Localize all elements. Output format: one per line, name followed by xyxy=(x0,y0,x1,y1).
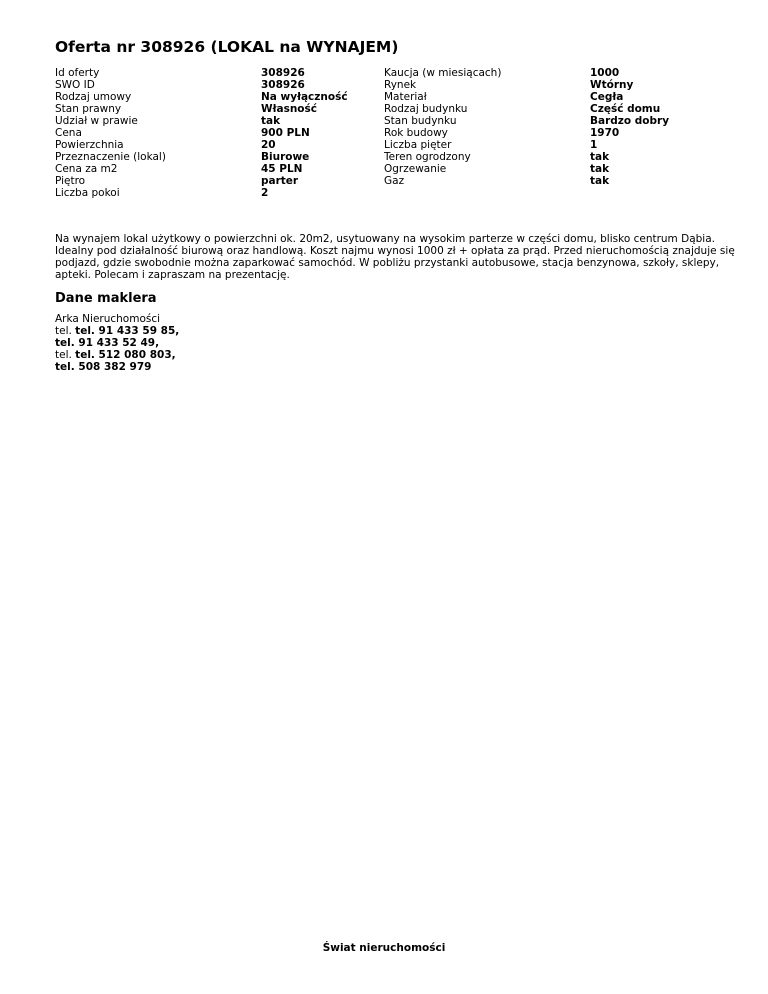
page-footer: Świat nieruchomości xyxy=(322,942,446,954)
detail-label: Ogrzewanie xyxy=(384,163,447,175)
detail-label: Id oferty xyxy=(55,67,100,79)
detail-value: 900 PLN xyxy=(261,127,310,139)
detail-value: 1000 xyxy=(590,67,620,79)
detail-label: Liczba pięter xyxy=(384,139,452,151)
detail-label: Cena za m2 xyxy=(55,163,118,175)
agent-phone: tel. 91 433 52 49, xyxy=(55,337,160,349)
detail-value: 45 PLN xyxy=(261,163,303,175)
detail-value: tak xyxy=(590,163,610,175)
details-left-labels xyxy=(55,67,166,199)
detail-value: Część domu xyxy=(590,103,661,115)
detail-value: 308926 xyxy=(261,67,305,79)
offer-description: Na wynajem lokal użytkowy o powierzchni ok. 20m2, usytuowany na wysokim parterze w części domu, blisko centrum Dąbia. Idealny pod działalność biurową oraz handlową. Koszt najmu wynosi 1000 zł + opłata za prąd. Przed nieruchomością znajduje się podjazd, gdzie swobodnie można zaparkować samochód. W pobliżu przystanki autobusowe, stacja benzynowa, szkoły, sklepy, apteki. Polecam i zapraszam na prezentację. xyxy=(55,233,735,281)
detail-label: Przeznaczenie (lokal) xyxy=(55,151,166,163)
details-right-labels xyxy=(384,67,501,187)
agent-phone-line xyxy=(55,325,455,337)
detail-value: 20 xyxy=(261,139,276,151)
agent-heading: Dane maklera xyxy=(55,291,157,306)
agent-phone-line xyxy=(55,349,455,361)
detail-label: Powierzchnia xyxy=(55,139,124,151)
detail-value: parter xyxy=(261,175,299,187)
detail-value: Bardzo dobry xyxy=(590,115,670,127)
detail-label: Piętro xyxy=(55,175,86,187)
agent-company: Arka Nieruchomości xyxy=(55,313,161,325)
detail-value: 1 xyxy=(590,139,598,151)
detail-label: Teren ogrodzony xyxy=(384,151,471,163)
detail-value: Własność xyxy=(261,103,317,115)
tel-prefix: tel. xyxy=(55,325,76,337)
agent-phone-line xyxy=(55,337,455,349)
detail-value: tak xyxy=(590,151,610,163)
detail-label: Liczba pokoi xyxy=(55,187,120,199)
agent-phone: tel. 91 433 59 85, xyxy=(75,325,180,337)
detail-label: Rynek xyxy=(384,79,417,91)
detail-label: Gaz xyxy=(384,175,405,187)
detail-label: SWO ID xyxy=(55,79,95,91)
detail-value: Cegła xyxy=(590,91,624,103)
details-left-values xyxy=(261,67,348,199)
agent-phone: tel. 508 382 979 xyxy=(55,361,152,373)
detail-label: Kaucja (w miesiącach) xyxy=(384,67,502,79)
offer-title: Oferta nr 308926 (LOKAL na WYNAJEM) xyxy=(55,38,399,56)
detail-value: 308926 xyxy=(261,79,305,91)
agent-phone: tel. 512 080 803, xyxy=(75,349,176,361)
detail-label: Materiał xyxy=(384,91,427,103)
detail-value: tak xyxy=(261,115,281,127)
detail-label: Stan prawny xyxy=(55,103,122,115)
detail-label: Rok budowy xyxy=(384,127,448,139)
agent-info xyxy=(55,313,455,373)
detail-value: Na wyłączność xyxy=(261,91,348,103)
detail-label: Udział w prawie xyxy=(55,115,138,127)
detail-value: 2 xyxy=(261,187,269,199)
detail-value: Wtórny xyxy=(590,79,634,91)
detail-value: tak xyxy=(590,175,610,187)
detail-value: 1970 xyxy=(590,127,620,139)
agent-phone-line xyxy=(55,361,455,373)
detail-value: Biurowe xyxy=(261,151,310,163)
tel-prefix: tel. xyxy=(55,349,76,361)
detail-label: Rodzaj budynku xyxy=(384,103,468,115)
detail-label: Rodzaj umowy xyxy=(55,91,132,103)
details-right-values xyxy=(590,67,669,187)
detail-label: Stan budynku xyxy=(384,115,457,127)
detail-label: Cena xyxy=(55,127,82,139)
